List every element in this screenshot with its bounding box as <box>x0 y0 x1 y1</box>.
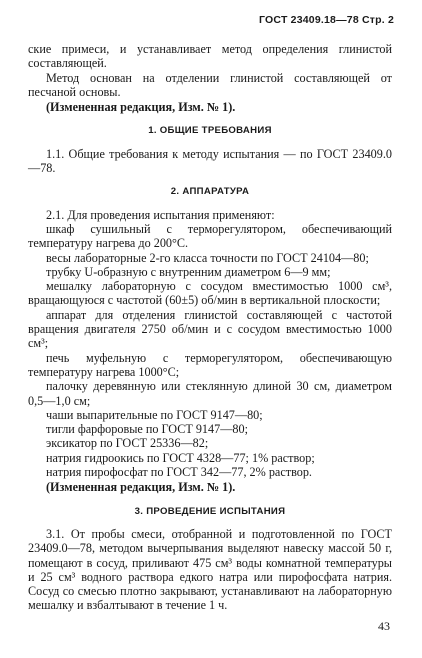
list-item: натрия пирофосфат по ГОСТ 342—77, 2% раствор. <box>46 465 312 480</box>
list-item: аппарат для отделения глинистой составляющей с частотой вращения двигателя 2750 об/мин и с сосудом вместимостью 1000 см³; <box>28 307 392 351</box>
list-item: палочку деревянную или стеклянную длиной 30 см, диаметром 0,5—1,0 см; <box>28 379 392 408</box>
document-body <box>28 42 392 613</box>
section-heading-procedure: 3. ПРОВЕДЕНИЕ ИСПЫТАНИЯ <box>134 505 286 517</box>
list-item: натрия гидроокись по ГОСТ 4328—77; 1% раствор; <box>46 450 315 465</box>
list-item: трубку U-образную с внутренним диаметром 6—9 мм; <box>46 264 331 279</box>
paragraph-3-1: 3.1. От пробы смеси, отобранной и подготовленной по ГОСТ 23409.0—78, методом вычерпывания выделяют навеску массой 50 г, помещают в сосуд, приливают 475 см³ воды комнатной температуры и 25 см³ водного раствора едкого натра или пирофосфата натрия. Сосуд со смесью плотно закрывают, устанавливают на лабораторную мешалку и взбалтывают в течение 1 ч. <box>28 526 392 613</box>
section-heading-general: 1. ОБЩИЕ ТРЕБОВАНИЯ <box>148 125 272 137</box>
list-item: мешалку лабораторную с сосудом вместимостью 1000 см³, вращающуюся с частотой (60±5) об/мин в вертикальной плоскости; <box>28 279 392 308</box>
amendment-note: (Измененная редакция, Изм. № 1). <box>46 100 236 115</box>
list-item: шкаф сушильный с терморегулятором, обеспечивающий температуру нагрева до 200°С. <box>28 221 392 251</box>
list-item: весы лабораторные 2-го класса точности по ГОСТ 24104—80; <box>46 250 369 265</box>
section-heading-apparatus: 2. АППАРАТУРА <box>170 186 250 198</box>
page-header <box>259 14 394 26</box>
list-item: чаши выпарительные по ГОСТ 9147—80; <box>46 407 263 422</box>
amendment-note: (Измененная редакция, Изм. № 1). <box>46 480 236 495</box>
apparatus-list <box>28 208 392 480</box>
page-label: Стр. 2 <box>361 14 394 26</box>
list-item: тигли фарфоровые по ГОСТ 9147—80; <box>46 422 248 437</box>
paragraph-1-1: 1.1. Общие требования к методу испытания — по ГОСТ 23409.0—78. <box>28 146 392 176</box>
list-item: эксикатор по ГОСТ 25336—82; <box>46 436 209 451</box>
paragraph-method: Метод основан на отделении глинистой составляющей от песчаной основы. <box>28 70 392 99</box>
paragraph-continuation: ские примеси, и устанавливает метод определения глинистой составляющей. <box>28 42 392 71</box>
page-number: 43 <box>378 619 390 633</box>
standard-number: ГОСТ 23409.18—78 <box>259 14 359 26</box>
paragraph-2-1: 2.1. Для проведения испытания применяют: <box>46 207 275 222</box>
list-item: печь муфельную с терморегулятором, обеспечивающую температуру нагрева 1000°С; <box>28 350 392 379</box>
